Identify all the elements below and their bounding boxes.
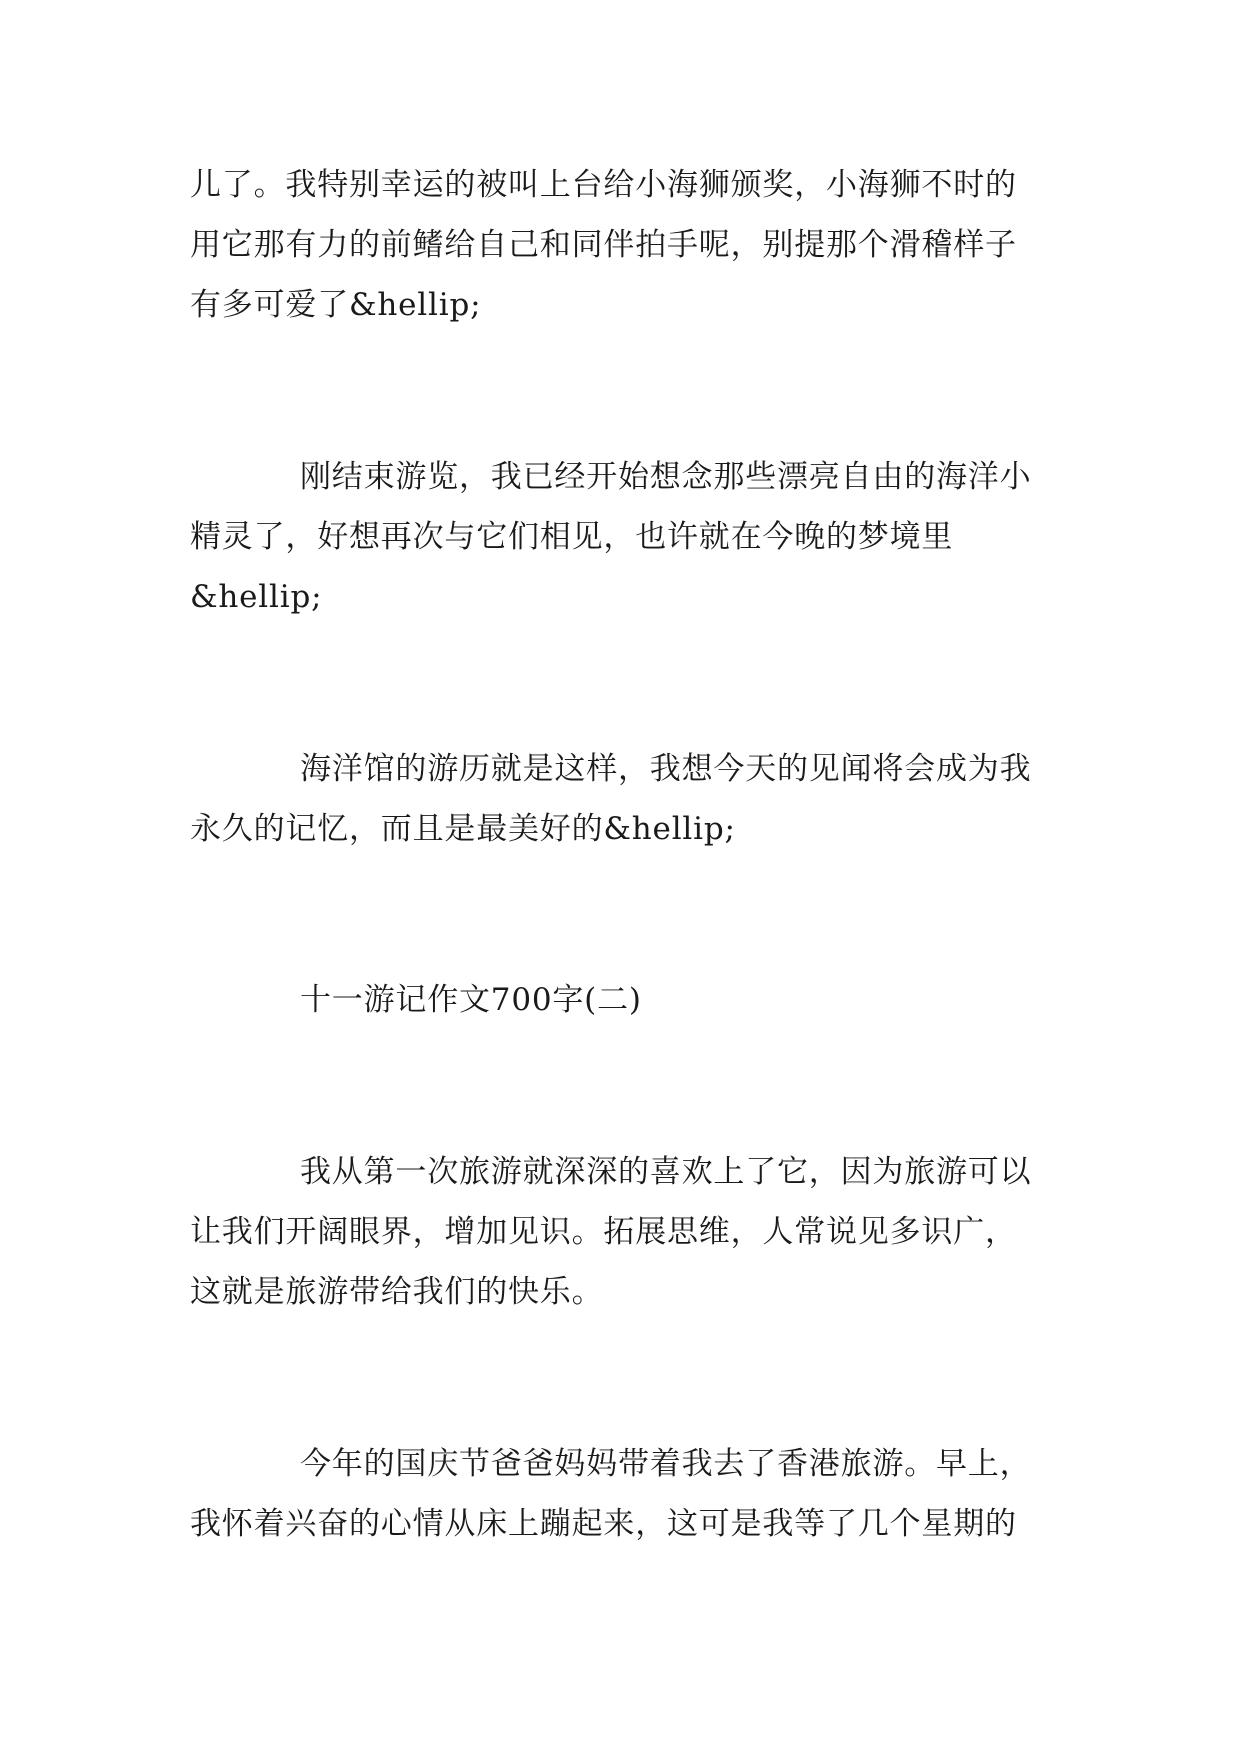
paragraph-line: 我怀着兴奋的心情从床上蹦起来，这可是我等了几个星期的 [190, 1506, 1017, 1542]
paragraph-line: 精灵了，好想再次与它们相见，也许就在今晚的梦境里 [190, 519, 954, 555]
section-heading: 十一游记作文700字(二) [300, 982, 642, 1018]
paragraph-line: 让我们开阔眼界，增加见识。拓展思维，人常说见多识广， [190, 1214, 1017, 1250]
paragraph-line: &hellip; [190, 579, 323, 615]
paragraph-line: 海洋馆的游历就是这样，我想今天的见闻将会成为我 [300, 751, 1032, 787]
paragraph-line: 有多可爱了&hellip; [190, 287, 482, 323]
paragraph-line: 今年的国庆节爸爸妈妈带着我去了香港旅游。早上， [300, 1446, 1032, 1482]
paragraph-line: 用它那有力的前鳍给自己和同伴拍手呢，别提那个滑稽样子 [190, 227, 1017, 263]
paragraph-line: 儿了。我特别幸运的被叫上台给小海狮颁奖，小海狮不时的 [190, 167, 1017, 203]
paragraph-line: 这就是旅游带给我们的快乐。 [190, 1274, 604, 1310]
paragraph-line: 我从第一次旅游就深深的喜欢上了它，因为旅游可以 [300, 1154, 1032, 1190]
paragraph-line: 刚结束游览，我已经开始想念那些漂亮自由的海洋小 [300, 459, 1032, 495]
paragraph-line: 永久的记忆，而且是最美好的&hellip; [190, 811, 736, 847]
